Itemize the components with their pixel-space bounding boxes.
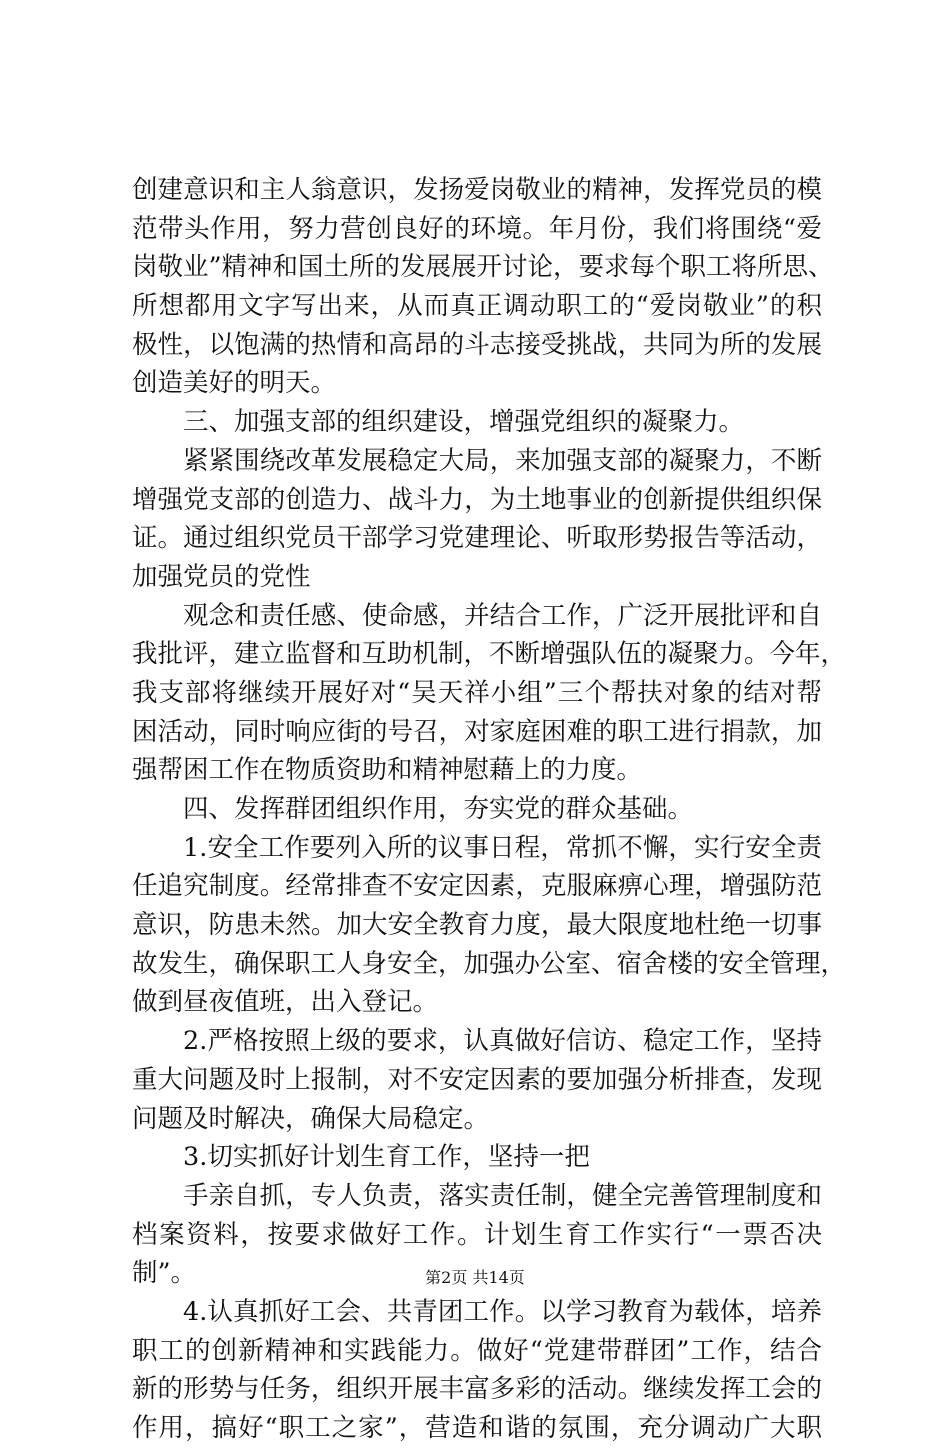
text-line: 4.认真抓好工会、共青团工作。以学习教育为载体，培养	[183, 1296, 822, 1327]
document-body	[132, 171, 847, 1448]
text-line: 加强党员的党性	[132, 561, 311, 592]
text-line: 3.切实抓好计划生育工作，坚持一把	[183, 1142, 590, 1173]
text-line: 我批评，建立监督和互助机制，不断增强队伍的凝聚力。今年，	[132, 639, 847, 670]
text-line: 2.严格按照上级的要求，认真做好信访、稳定工作，坚持	[183, 1026, 822, 1057]
text-line: 创造美好的明天。	[132, 368, 337, 399]
text-line: 四、发挥群团组织作用，夯实党的群众基础。	[183, 794, 694, 824]
text-line: 三、加强支部的组织建设，增强党组织的凝聚力。	[183, 407, 745, 438]
text-line: 困活动，同时响应街的号召，对家庭困难的职工进行捐款，加	[132, 716, 822, 747]
text-line: 制”。	[132, 1258, 197, 1289]
text-line: 做到昼夜值班，出入登记。	[132, 987, 439, 1018]
page-footer	[0, 1268, 950, 1288]
text-line: 岗敬业”精神和国土所的发展展开讨论，要求每个职工将所思、	[132, 252, 834, 283]
text-line: 档案资料，按要求做好工作。计划生育工作实行“一票否决	[132, 1219, 822, 1250]
text-line: 增强党支部的创造力、战斗力，为土地事业的创新提供组织保	[132, 484, 822, 515]
text-line: 创建意识和主人翁意识，发扬爱岗敬业的精神，发挥党员的模	[132, 175, 822, 205]
text-line: 故发生，确保职工人身安全，加强办公室、宿舍楼的安全管理，	[132, 948, 847, 979]
text-line: 重大问题及时上报制，对不安定因素的要加强分析排查，发现	[132, 1064, 822, 1095]
text-line: 所想都用文字写出来，从而真正调动职工的“爱岗敬业”的积	[132, 291, 822, 322]
text-line: 意识，防患未然。加大安全教育力度，最大限度地杜绝一切事	[132, 910, 822, 941]
text-line: 强帮困工作在物质资助和精神慰藉上的力度。	[132, 755, 643, 786]
text-line: 手亲自抓，专人负责，落实责任制，健全完善管理制度和	[183, 1180, 822, 1211]
text-line: 证。通过组织党员干部学习党建理论、听取形势报告等活动，	[132, 523, 822, 554]
page-number-label: 第2页 共14页	[425, 1268, 525, 1287]
text-line: 极性，以饱满的热情和高昂的斗志接受挑战，共同为所的发展	[132, 329, 822, 360]
text-line: 1.安全工作要列入所的议事日程，常抓不懈，实行安全责	[183, 832, 822, 863]
text-line: 任追究制度。经常排查不安定因素，克服麻痹心理，增强防范	[132, 871, 822, 902]
text-line: 观念和责任感、使命感，并结合工作，广泛开展批评和自	[183, 600, 822, 631]
text-line: 范带头作用，努力营创良好的环境。年月份，我们将围绕“爱	[132, 213, 822, 244]
text-line: 紧紧围绕改革发展稳定大局，来加强支部的凝聚力，不断	[183, 445, 822, 476]
text-line: 新的形势与任务，组织开展丰富多彩的活动。继续发挥工会的	[132, 1374, 822, 1405]
text-line: 问题及时解决，确保大局稳定。	[132, 1103, 490, 1134]
text-line: 职工的创新精神和实践能力。做好“党建带群团”工作，结合	[132, 1335, 822, 1366]
text-line: 我支部将继续开展好对“吴天祥小组”三个帮扶对象的结对帮	[132, 677, 822, 708]
text-line: 作用，搞好“职工之家”，营造和谐的氛围，充分调动广大职	[132, 1413, 822, 1443]
